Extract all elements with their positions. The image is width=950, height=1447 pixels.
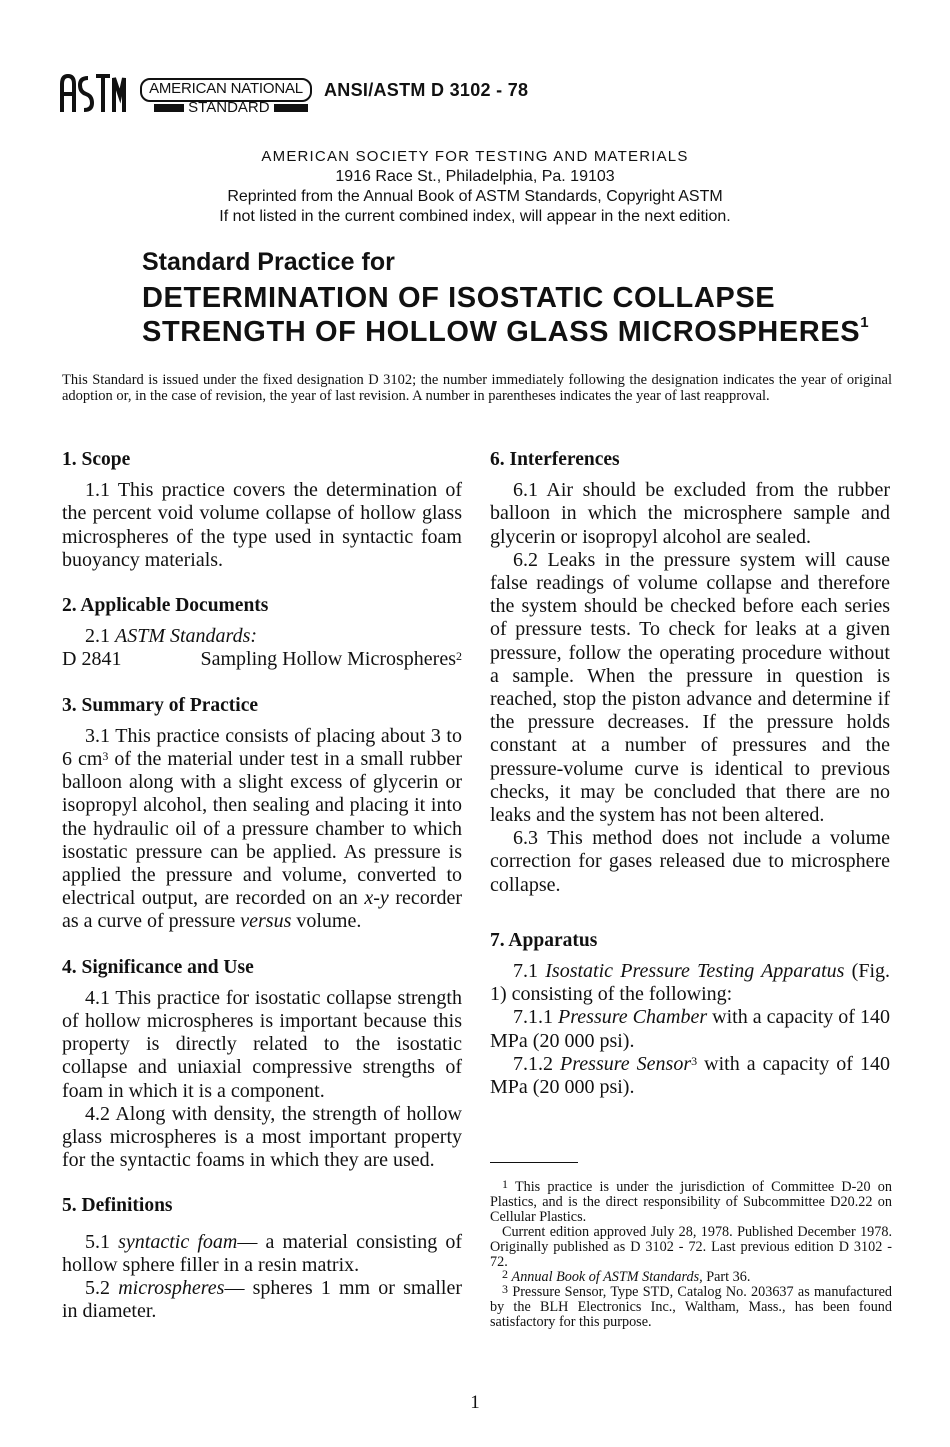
paragraph-7-1-2 xyxy=(490,1053,890,1099)
document-title: Sampling Hollow Microspheres xyxy=(200,648,456,671)
footnote-3 xyxy=(490,1282,893,1330)
paragraph-6-1: 6.1 Air should be excluded from the rubber balloon in which the microsphere sample and glycerin or isopropyl alcohol are sealed. xyxy=(490,479,890,548)
title-line-1: DETERMINATION OF ISOSTATIC COLLAPSE xyxy=(142,282,776,314)
paragraph-7-1-2-rest: with a capacity of 140 MPa (20 000 psi). xyxy=(490,1052,890,1099)
index-note: If not listed in the current combined index, will appear in the next edition. xyxy=(219,208,731,225)
ansi-badge-bottom xyxy=(154,100,310,116)
footnote-1-text: This practice is under the jurisdiction of Committee D-20 on Plastics, and is the direct responsibility of Subcommittee D20.22 on Cellular Plastics. xyxy=(490,1179,892,1225)
apparatus-name: Isostatic Pressure Testing Apparatus xyxy=(545,960,845,983)
section-heading-scope: 1. Scope xyxy=(62,449,131,470)
paragraph-4-2: 4.2 Along with density, the strength of hollow glass microspheres is a most important property for the syntactic foams in which they are used. xyxy=(62,1102,462,1172)
paragraph-2-1 xyxy=(62,625,462,648)
title-kicker: Standard Practice for xyxy=(142,248,395,276)
paragraph-3-1-versus: versus xyxy=(240,910,292,933)
paragraph-5-1 xyxy=(62,1231,462,1277)
paragraph-6-2: 6.2 Leaks in the pressure system will cause false readings of volume collapse and therefore the system should be checked before each series of pressure tests. To check for leaks at a given pressure, follow the operating procedure without a sample. When the pressure in question is reached, stop the piston advance and determine if the pressure decreases. If the pressure holds constant at a number of pressures and the pressure-volume curve is identical to previous checks, it may be concluded that there are no leaks and the system has not been altered. xyxy=(490,548,890,827)
paragraph-7-1-number: 7.1 xyxy=(513,960,538,983)
ansi-badge-standard: STANDARD xyxy=(188,99,270,116)
paragraph-5-2-number: 5.2 xyxy=(85,1277,110,1300)
standard-designation: ANSI/ASTM D 3102 - 78 xyxy=(324,80,529,100)
footnote-2-rest: Part 36. xyxy=(702,1269,751,1285)
term-syntactic-foam: syntactic foam xyxy=(118,1230,238,1253)
definition-syntactic-foam: — a material consisting of hollow sphere filler in a resin matrix. xyxy=(62,1230,463,1276)
title-line-2-text: STRENGTH OF HOLLOW GLASS MICROSPHERES xyxy=(142,316,861,348)
footnote-3-mark: 3 xyxy=(502,1282,508,1296)
footnote-1 xyxy=(490,1177,892,1225)
pressure-sensor-term: Pressure Sensor xyxy=(560,1052,692,1075)
paragraph-3-1-xy: x-y xyxy=(364,887,389,910)
paragraph-7-1-2-number: 7.1.2 xyxy=(513,1052,553,1075)
footnote-3-text: Pressure Sensor, Type STD, Catalog No. 203637 as manufactured by the BLH Electronics Inc., Waltham, Mass., has been found satisfactory for this purpose. xyxy=(490,1284,893,1330)
section-heading-summary: 3. Summary of Practice xyxy=(62,694,259,716)
footnote-2 xyxy=(490,1267,892,1285)
paragraph-3-1-part-d: volume. xyxy=(291,910,362,933)
section-heading-interferences: 6. Interferences xyxy=(490,449,620,470)
document-code: D 2841 xyxy=(62,648,122,671)
title-line-2 xyxy=(142,316,869,349)
paragraph-5-2 xyxy=(62,1277,462,1323)
page-number: 1 xyxy=(470,1392,480,1413)
section-heading-applicable-documents: 2. Applicable Documents xyxy=(62,595,269,617)
paragraph-3-1-part-a: 3.1 This practice consists of placing about 3 to 6 cm xyxy=(62,724,462,771)
left-column xyxy=(62,448,462,1324)
section-heading-significance: 4. Significance and Use xyxy=(62,956,254,978)
paragraph-7-1 xyxy=(490,960,890,1006)
footnote-1-continued: Current edition approved July 28, 1978. Published December 1978. Originally published as D 3102 - 72. Last previous edition D 3102 - 72. xyxy=(490,1224,892,1270)
footnotes xyxy=(490,1177,893,1330)
society-address: 1916 Race St., Philadelphia, Pa. 19103 xyxy=(335,168,615,185)
section-heading-apparatus: 7. Apparatus xyxy=(490,929,598,951)
paragraph-2-1-italic: ASTM Standards: xyxy=(115,625,258,648)
paragraph-7-1-1-rest: with a capacity of 140 MPa (20 000 psi). xyxy=(490,1006,890,1052)
paragraph-3-1-part-c: recorder as a curve of pressure xyxy=(62,887,462,933)
paragraph-3-1-part-b: of the material under test in a small rubber balloon along with a slight excess of glycerin or isopropyl alcohol, then sealing and placing it into the hydraulic oil of a pressure chamber to which isostatic pressure can be applied. As pressure is applied the pressure and volume, converted to electrical output, are recorded on an xyxy=(62,748,462,910)
term-microspheres: microspheres xyxy=(118,1277,225,1300)
astm-logo xyxy=(58,72,126,114)
section-heading-definitions: 5. Definitions xyxy=(62,1195,173,1217)
right-column xyxy=(490,448,890,1099)
paragraph-4-1: 4.1 This practice for isostatic collapse strength of hollow microspheres is important because this property is directly related to the isostatic collapse and uniaxial compressive strengths of foam in which it is a component. xyxy=(62,986,462,1102)
document-footnote-mark: 2 xyxy=(456,649,462,664)
pressure-chamber-term: Pressure Chamber xyxy=(558,1006,708,1029)
paragraph-7-1-rest: (Fig. 1) consisting of the following: xyxy=(490,960,891,1006)
title-footnote-mark: 1 xyxy=(860,314,870,331)
society-name: AMERICAN SOCIETY FOR TESTING AND MATERIALS xyxy=(261,148,689,165)
issuance-note: This Standard is issued under the fixed designation D 3102; the number immediately following the designation indicates the year of original adoption or, in the case of revision, the year of last revision. A number in parentheses indicates the year of last reapproval. xyxy=(62,372,892,404)
paragraph-7-1-1 xyxy=(490,1006,890,1052)
cubic-superscript: 3 xyxy=(102,749,109,764)
pressure-sensor-footnote-mark: 3 xyxy=(691,1053,698,1068)
document-title-wrap xyxy=(200,648,462,671)
footnote-2-mark: 2 xyxy=(502,1267,508,1281)
reprint-note: Reprinted from the Annual Book of ASTM Standards, Copyright ASTM xyxy=(227,188,723,205)
paragraph-2-1-number: 2.1 xyxy=(85,625,110,648)
ansi-badge-top: AMERICAN NATIONAL xyxy=(140,78,312,102)
ansi-badge xyxy=(140,78,312,114)
paragraph-6-3: 6.3 This method does not include a volume correction for gases released due to microsphere collapse. xyxy=(490,827,890,896)
paragraph-7-1-1-number: 7.1.1 xyxy=(513,1006,553,1029)
footnote-2-italic: Annual Book of ASTM Standards, xyxy=(511,1269,703,1285)
paragraph-5-1-number: 5.1 xyxy=(85,1230,110,1253)
paragraph-3-1 xyxy=(62,725,462,934)
definition-microspheres: — spheres 1 mm or smaller in diameter. xyxy=(62,1277,463,1323)
referenced-document xyxy=(62,648,462,671)
paragraph-1-1: 1.1 This practice covers the determination of the percent void volume collapse of hollow glass microspheres of the type used in syntactic foam buoyancy materials. xyxy=(62,479,462,571)
footnote-divider xyxy=(490,1162,578,1163)
footnote-1-mark: 1 xyxy=(502,1177,508,1191)
